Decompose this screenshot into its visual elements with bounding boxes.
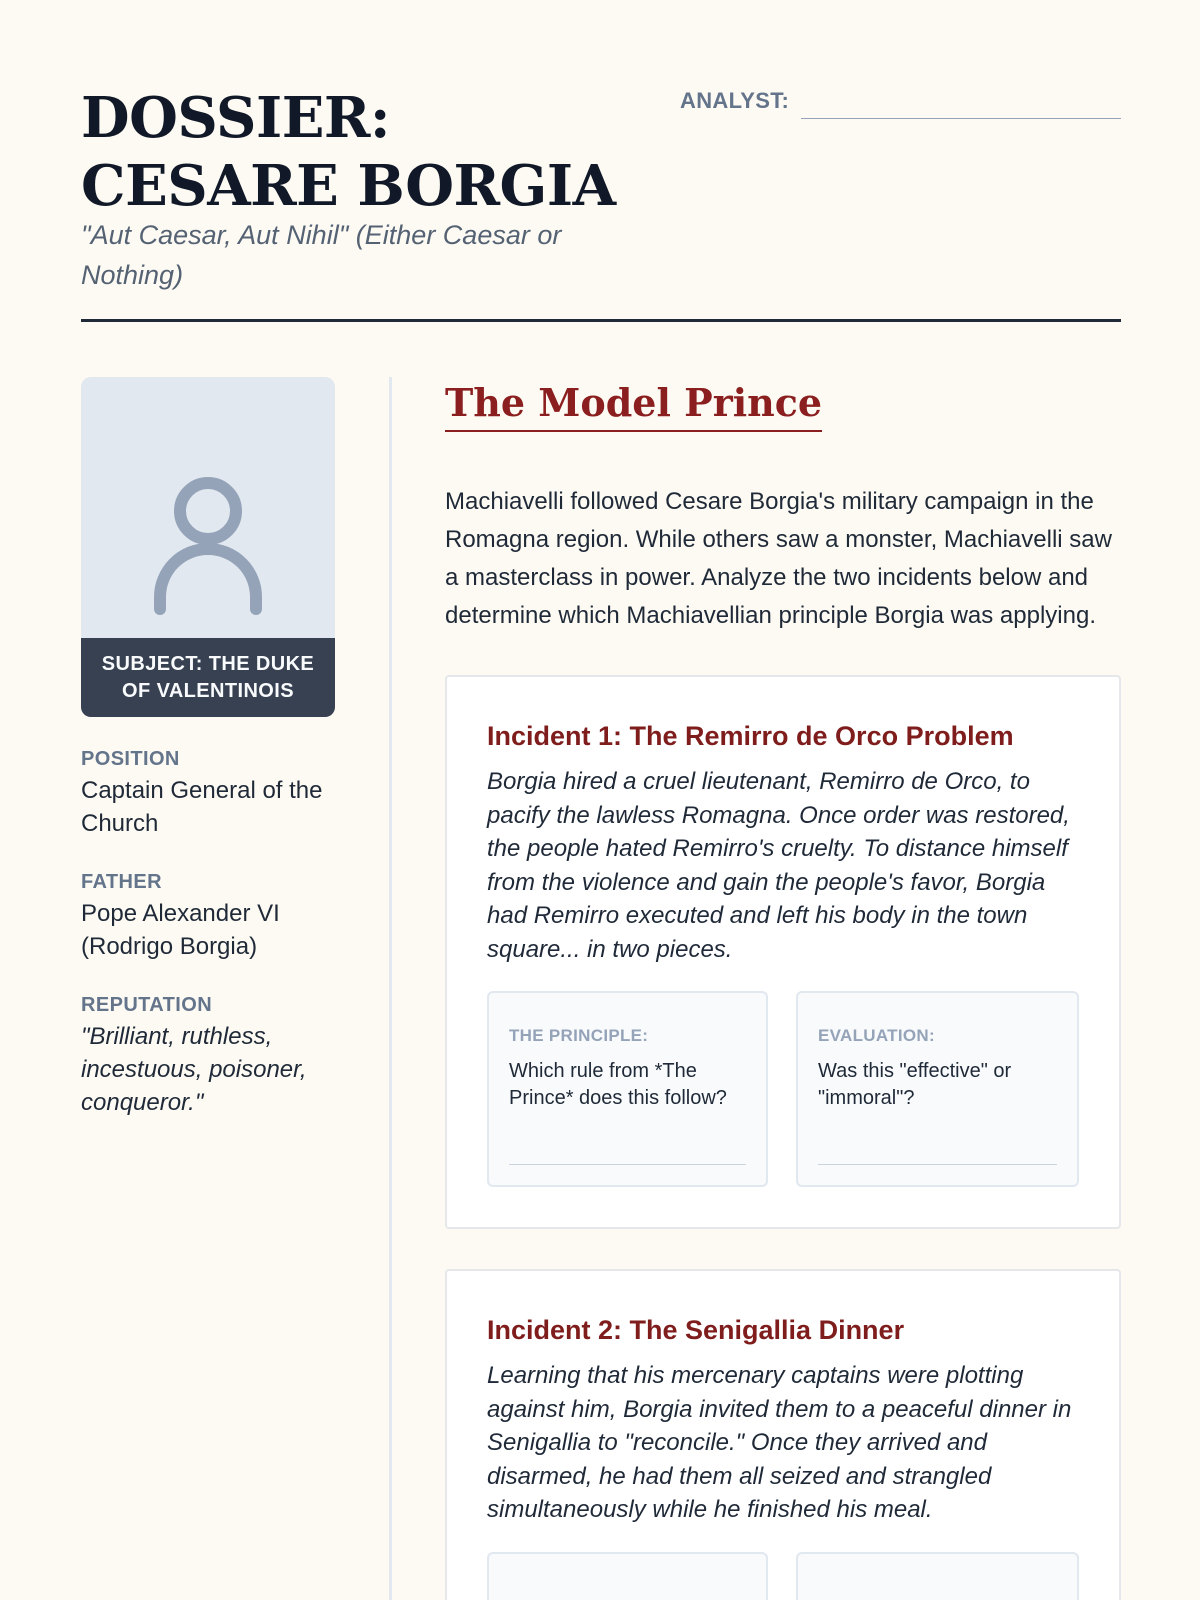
- answer-row: [487, 991, 1079, 1187]
- principle-answer-box[interactable]: [487, 1552, 768, 1600]
- fact-label: POSITION: [81, 748, 180, 770]
- incident-text: Borgia hired a cruel lieutenant, Remirro de Orco, to pacify the lawless Romagna. Once order was restored, the people hated Remirro's cruelty. To distance himself from the violence and gain the people's favor, Borgia had Remirro executed and left his body in the town square... in two pieces.: [487, 768, 1070, 963]
- fact-position: [81, 747, 335, 840]
- answer-label: EVALUATION:: [818, 1026, 935, 1045]
- page-title: DOSSIER: CESARE BORGIA: [81, 85, 616, 219]
- incident-card: [445, 1269, 1121, 1600]
- answer-write-line[interactable]: [818, 1164, 1057, 1165]
- fact-reputation: [81, 993, 335, 1119]
- main-content: [445, 377, 1121, 1600]
- answer-label: THE PRINCIPLE:: [509, 1026, 649, 1045]
- analyst-input-line[interactable]: [801, 118, 1121, 119]
- analyst-field: [680, 86, 1121, 120]
- fact-value: Pope Alexander VI (Rodrigo Borgia): [81, 900, 280, 960]
- person-icon: [154, 477, 262, 615]
- fact-value: Captain General of the Church: [81, 777, 323, 837]
- motto: "Aut Caesar, Aut Nihil" (Either Caesar or Nothing): [81, 220, 562, 290]
- answer-prompt: Which rule from *The Prince* does this follow?: [509, 1060, 727, 1109]
- evaluation-answer-box[interactable]: [796, 1552, 1079, 1600]
- incident-title: Incident 2: The Senigallia Dinner: [487, 1315, 905, 1345]
- evaluation-answer-box[interactable]: [796, 991, 1079, 1187]
- page-header: [81, 80, 1121, 322]
- answer-row: [487, 1552, 1079, 1600]
- fact-label: FATHER: [81, 871, 162, 893]
- answer-prompt: Was this "effective" or "immoral"?: [818, 1060, 1012, 1109]
- principle-answer-box[interactable]: [487, 991, 768, 1187]
- section-title: The Model Prince: [445, 377, 822, 432]
- answer-write-line[interactable]: [509, 1164, 746, 1165]
- fact-label: REPUTATION: [81, 994, 213, 1016]
- incident-title: Incident 1: The Remirro de Orco Problem: [487, 721, 1014, 751]
- fact-value: "Brilliant, ruthless, incestuous, poisoner, conqueror.": [81, 1023, 307, 1116]
- analyst-label: ANALYST:: [680, 88, 790, 113]
- fact-father: [81, 870, 335, 963]
- intro-paragraph: Machiavelli followed Cesare Borgia's military campaign in the Romagna region. While others saw a monster, Machiavelli saw a masterclass in power. Analyze the two incidents below and determine which Machiavellian principle Borgia was applying.: [445, 488, 1112, 629]
- sidebar: [81, 377, 335, 1119]
- subject-card: [81, 377, 335, 717]
- column-divider: [389, 377, 392, 1600]
- subject-caption: SUBJECT: THE DUKE OF VALENTINOIS: [81, 638, 335, 717]
- incident-card: [445, 675, 1121, 1229]
- incident-text: Learning that his mercenary captains were plotting against him, Borgia invited them to a peaceful dinner in Senigallia to "reconcile." Once they arrived and disarmed, he had them all seized and strangled simultaneously while he finished his meal.: [487, 1362, 1072, 1523]
